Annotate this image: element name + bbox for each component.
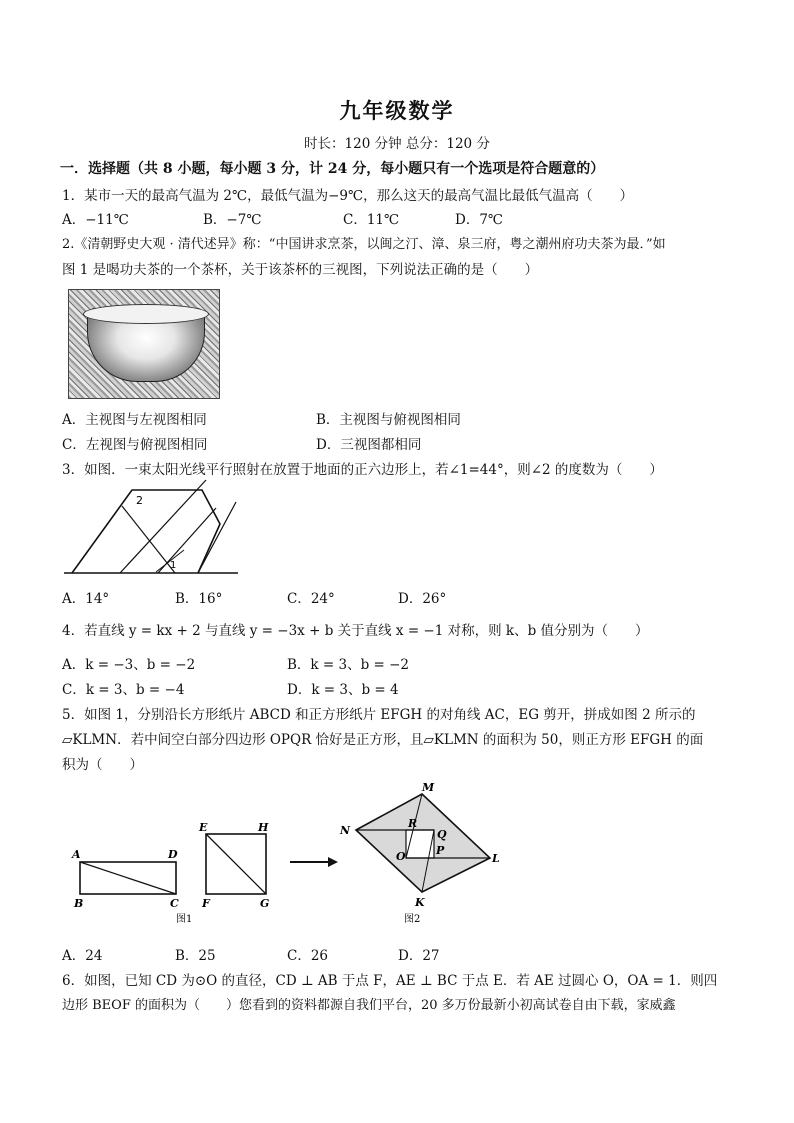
question-2-stem-line1: 2.《清朝野史大观 · 清代述异》称：“中国讲求烹茶，以闽之汀、漳、泉三府，粤之潮州府功夫茶为最．”如: [62, 237, 666, 252]
label-q: Q: [437, 828, 447, 841]
q1-option-b: B．−7℃: [203, 212, 262, 228]
label-m: M: [422, 781, 435, 794]
label-e: E: [199, 821, 208, 834]
q2-option-b: B．主视图与俯视图相同: [316, 412, 461, 428]
q3-option-a: A．14°: [62, 591, 110, 607]
section-heading: 一．选择题（共 8 小题，每小题 3 分，计 24 分，每小题只有一个选项是符合题意的）: [60, 161, 605, 177]
q2-option-c: C．左视图与俯视图相同: [62, 437, 208, 453]
hexagon-sunlight-figure: [60, 478, 250, 580]
question-4-stem: 4．若直线 y = kx + 2 与直线 y = −3x + b 关于直线 x = −1 对称，则 k、b 值分别为（ ）: [62, 623, 649, 639]
q3-option-c: C．24°: [287, 591, 335, 607]
label-h: H: [258, 821, 269, 834]
label-c: C: [170, 897, 179, 910]
question-3-stem: 3．如图．一束太阳光线平行照射在放置于地面的正六边形上，若∠1=44°，则∠2 的度数为（ ）: [62, 462, 663, 478]
q3-option-b: B．16°: [175, 591, 223, 607]
question-1-stem: 1．某市一天的最高气温为 2℃，最低气温为−9℃，那么这天的最高气温比最低气温高（ ）: [62, 188, 634, 204]
cut-paper-figure: [68, 780, 508, 930]
q4-option-c: C．k = 3、b = −4: [62, 682, 185, 698]
q5-option-b: B．25: [175, 948, 216, 964]
angle-2-label: 2: [136, 494, 143, 507]
q4-option-b: B．k = 3、b = −2: [287, 657, 410, 673]
label-l: L: [492, 852, 500, 865]
question-5-stem-line2: ▱KLMN．若中间空白部分四边形 OPQR 恰好是正方形，且▱KLMN 的面积为 50，则正方形 EFGH 的面: [62, 732, 704, 748]
question-2-stem-line2: 图 1 是喝功夫茶的一个茶杯，关于该茶杯的三视图，下列说法正确的是（ ）: [62, 262, 539, 278]
angle-1-label: 1: [170, 560, 177, 571]
q2-option-d: D．三视图都相同: [316, 437, 422, 453]
label-g: G: [260, 897, 270, 910]
label-b: B: [74, 897, 84, 910]
label-a: A: [72, 848, 81, 861]
q5-option-c: C．26: [287, 948, 329, 964]
page-title: 九年级数学: [339, 98, 455, 123]
q1-option-d: D．7℃: [455, 212, 504, 228]
question-6-stem-line2: 边形 BEOF 的面积为（ ）您看到的资料都源自我们平台，20 多万份最新小初高试卷自由下载，家威鑫: [62, 998, 676, 1013]
q5-option-d: D．27: [398, 948, 440, 964]
teacup-photo: [68, 289, 220, 399]
label-f: F: [202, 897, 210, 910]
label-p: P: [436, 844, 445, 857]
q4-option-d: D．k = 3、b = 4: [287, 682, 399, 698]
q1-option-a: A．−11℃: [62, 212, 129, 228]
label-o: O: [396, 850, 406, 863]
label-n: N: [340, 824, 351, 837]
exam-info: 时长：120 分钟 总分：120 分: [304, 136, 490, 152]
q2-option-a: A．主视图与左视图相同: [62, 412, 207, 428]
q5-option-a: A．24: [62, 948, 103, 964]
q4-option-a: A．k = −3、b = −2: [62, 657, 196, 673]
label-k: K: [415, 896, 425, 909]
teacup-rim: [83, 304, 209, 324]
figure-2-caption: 图2: [404, 914, 421, 925]
label-d: D: [168, 848, 178, 861]
figure-1-caption: 图1: [176, 914, 193, 925]
question-5-stem-line3: 积为（ ）: [62, 757, 143, 773]
q1-option-c: C．11℃: [343, 212, 400, 228]
question-6-stem-line1: 6．如图，已知 CD 为⊙O 的直径，CD ⊥ AB 于点 F，AE ⊥ BC 于点 E．若 AE 过圆心 O，OA = 1．则四: [62, 973, 718, 989]
label-r: R: [408, 817, 418, 830]
q3-option-d: D．26°: [398, 591, 447, 607]
question-5-stem-line1: 5．如图 1，分别沿长方形纸片 ABCD 和正方形纸片 EFGH 的对角线 AC，EG 剪开，拼成如图 2 所示的: [62, 707, 696, 723]
